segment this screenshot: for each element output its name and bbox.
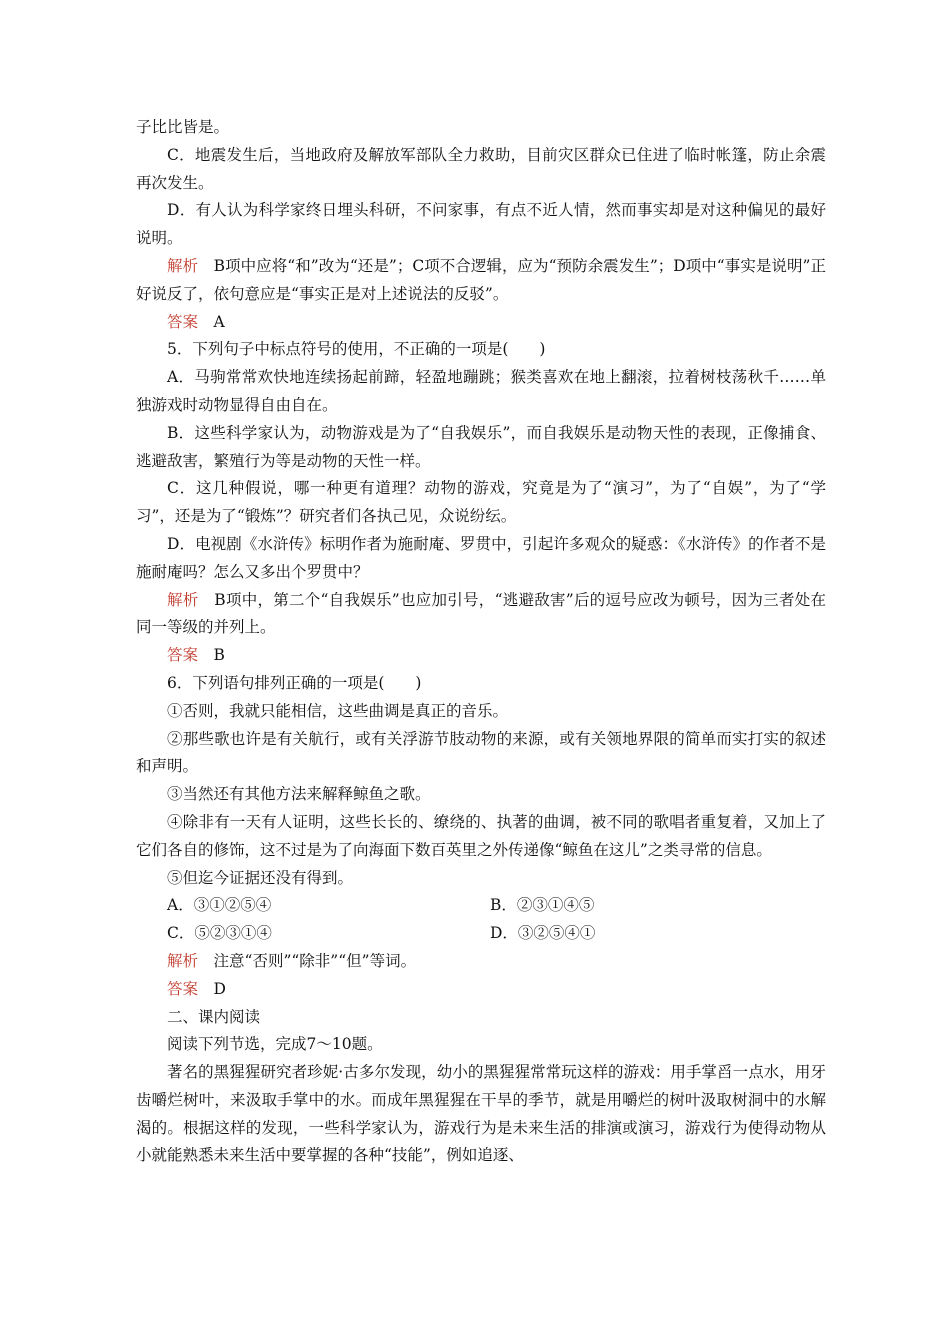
options-row-cd bbox=[136, 920, 826, 948]
sentence-1: ①否则，我就只能相信，这些曲调是真正的音乐。 bbox=[167, 701, 509, 720]
reading-instruction: 阅读下列节选，完成7～10题。 bbox=[167, 1035, 383, 1054]
document-page bbox=[136, 114, 826, 1170]
option-5b: B．这些科学家认为，动物游戏是为了“自我娱乐”，而自我娱乐是动物天性的表现，正像捕食、逃避敌害，繁殖行为等是动物的天性一样。 bbox=[136, 423, 826, 470]
analysis-label: 解析 bbox=[167, 951, 199, 970]
reading-passage: 著名的黑猩猩研究者珍妮·古多尔发现，幼小的黑猩猩常常玩这样的游戏：用手掌舀一点水，用牙齿嚼烂树叶，来汲取手掌中的水。而成年黑猩猩在干旱的季节，就是用嚼烂的树叶汲取树洞中的水解渴的。根据这样的发现，一些科学家认为，游戏行为是未来生活的排演或演习，游戏行为使得动物从小就能熟悉未来生活中要掌握的各种“技能”，例如追逐、 bbox=[136, 1063, 826, 1165]
option-6b: B．②③①④⑤ bbox=[490, 896, 595, 915]
answer-label: 答案 bbox=[167, 979, 199, 998]
answer-label: 答案 bbox=[167, 646, 199, 665]
analysis-text: B项中，第二个“自我娱乐”也应加引号，“逃避敌害”后的逗号应改为顿号，因为三者处在同一等级的并列上。 bbox=[136, 590, 826, 637]
question-5: 5．下列句子中标点符号的使用，不正确的一项是( ) bbox=[167, 340, 546, 359]
analysis-5 bbox=[136, 587, 826, 643]
answer-text: D bbox=[213, 979, 226, 998]
answer-5 bbox=[136, 642, 826, 670]
option-6d: D．③②⑤④① bbox=[490, 924, 596, 943]
sentence-3: ③当然还有其他方法来解释鲸鱼之歌。 bbox=[167, 785, 431, 804]
analysis-text: 注意“否则”“除非”“但”等词。 bbox=[213, 951, 417, 970]
option-5d: D．电视剧《水浒传》标明作者为施耐庵、罗贯中，引起许多观众的疑惑：《水浒传》的作者不是施耐庵吗？怎么又多出个罗贯中？ bbox=[136, 534, 826, 581]
question-6: 6．下列语句排列正确的一项是( ) bbox=[167, 673, 422, 692]
option-6a: A．③①②⑤④ bbox=[167, 896, 272, 915]
sentence-5: ⑤但迄今证据还没有得到。 bbox=[167, 868, 354, 887]
text-line: 子比比皆是。 bbox=[136, 118, 230, 136]
option-5c: C．这几种假说，哪一种更有道理？动物的游戏，究竟是为了“演习”，为了“自娱”，为了“学习”，还是为了“锻炼”？研究者们各执己见，众说纷纭。 bbox=[136, 479, 826, 526]
analysis-label: 解析 bbox=[167, 590, 199, 609]
sentence-2: ②那些歌也许是有关航行，或有关浮游节肢动物的来源，或有关领地界限的简单而实打实的叙述和声明。 bbox=[136, 729, 826, 776]
analysis-6 bbox=[136, 948, 826, 976]
analysis-4 bbox=[136, 253, 826, 309]
answer-text: A bbox=[213, 312, 225, 331]
answer-4 bbox=[136, 309, 826, 337]
sentence-4: ④除非有一天有人证明，这些长长的、缭绕的、执著的曲调，被不同的歌唱者重复着，又加上了它们各自的修饰，这不过是为了向海面下数百英里之外传递像“鲸鱼在这儿”之类寻常的信息。 bbox=[136, 812, 826, 859]
option-6c: C．⑤②③①④ bbox=[167, 924, 272, 943]
option-4d: D．有人认为科学家终日埋头科研，不问家事，有点不近人情，然而事实却是对这种偏见的最好说明。 bbox=[136, 201, 826, 248]
options-row-ab bbox=[136, 892, 826, 920]
option-4c: C．地震发生后，当地政府及解放军部队全力救助，目前灾区群众已住进了临时帐篷，防止余震再次发生。 bbox=[136, 145, 826, 192]
option-5a: A．马驹常常欢快地连续扬起前蹄，轻盈地蹦跳；猴类喜欢在地上翻滚，拉着树枝荡秋千……单独游戏时动物显得自由自在。 bbox=[136, 368, 826, 414]
answer-label: 答案 bbox=[167, 312, 199, 331]
section-heading: 二、课内阅读 bbox=[167, 1007, 261, 1026]
analysis-text: B项中应将“和”改为“还是”；C项不合逻辑，应为“预防余震发生”；D项中“事实是说明”正好说反了，依句意应是“事实正是对上述说法的反驳”。 bbox=[136, 256, 826, 303]
answer-text: B bbox=[213, 646, 225, 665]
answer-6 bbox=[136, 976, 826, 1004]
analysis-label: 解析 bbox=[167, 256, 199, 275]
